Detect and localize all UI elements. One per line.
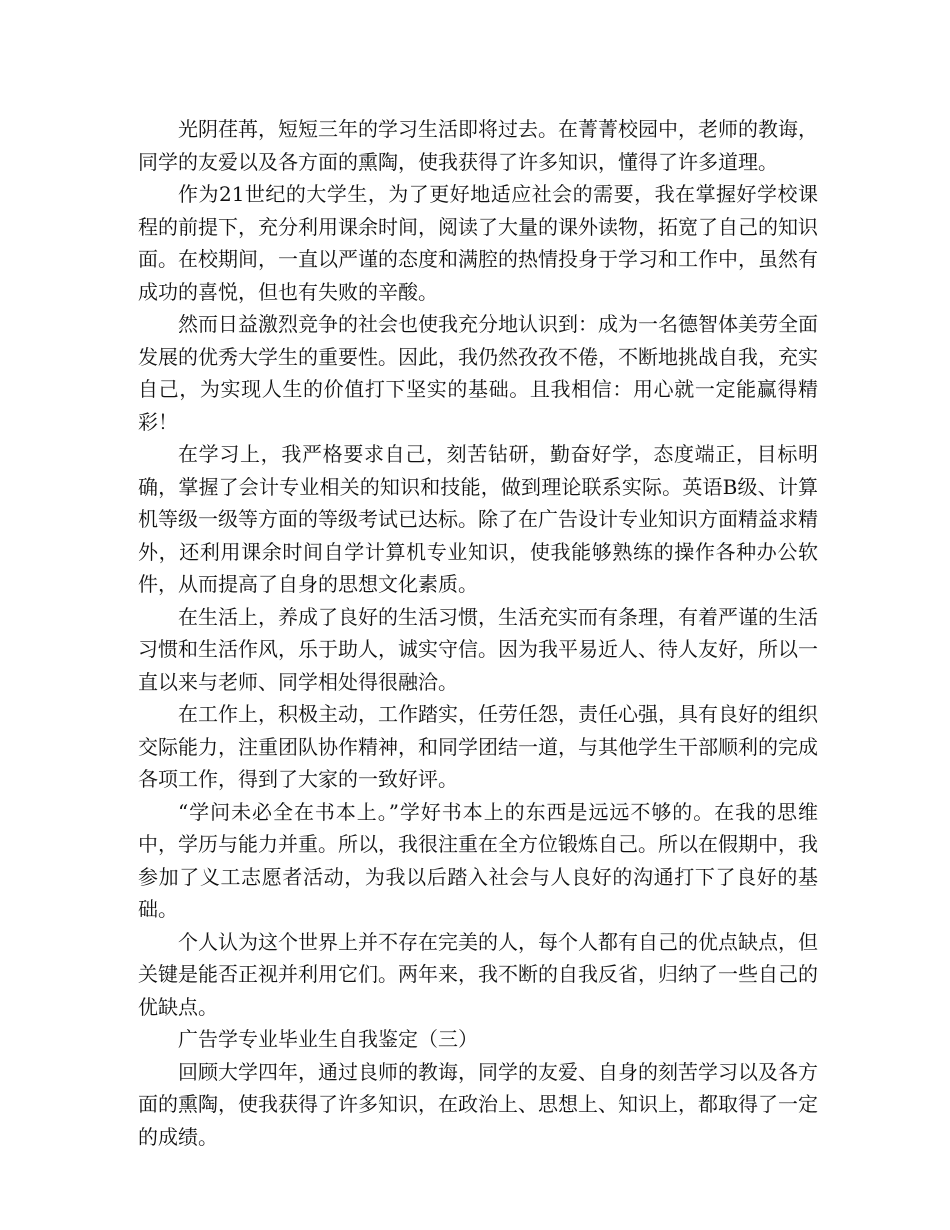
paragraph-6: 在工作上，积极主动，工作踏实，任劳任怨，责任心强，具有良好的组织交际能力，注重团队协作精神，和同学团结一道，与其他学生干部顺利的完成各项工作，得到了大家的一致好评。 <box>138 702 818 791</box>
paragraph-8: 个人认为这个世界上并不存在完美的人，每个人都有自己的优点缺点，但关键是能否正视并利用它们。两年来，我不断的自我反省，归纳了一些自己的优缺点。 <box>138 929 818 1019</box>
paragraph-3: 然而日益激烈竞争的社会也使我充分地认识到：成为一名德智体美劳全面发展的优秀大学生的重要性。因此，我仍然孜孜不倦，不断地挑战自我，充实自己，为实现人生的价值打下坚实的基础。且我相信：用心就一定能赢得精彩！ <box>138 312 818 434</box>
section-heading: 广告学专业毕业生自我鉴定（三） <box>178 1027 478 1051</box>
paragraph-1: 光阴荏苒，短短三年的学习生活即将过去。在菁菁校园中，老师的教诲，同学的友爱以及各方面的熏陶，使我获得了许多知识，懂得了许多道理。 <box>138 117 818 174</box>
paragraph-4: 在学习上，我严格要求自己，刻苦钻研，勤奋好学，态度端正，目标明确，掌握了会计专业相关的知识和技能，做到理论联系实际。英语B级、计算机等级一级等方面的等级考试已达标。除了在广告设计专业知识方面精益求精外，还利用课余时间自学计算机专业知识，使我能够熟练的操作各种办公软件，从而提高了自身的思想文化素质。 <box>138 442 818 596</box>
paragraph-5: 在生活上，养成了良好的生活习惯，生活充实而有条理，有着严谨的生活习惯和生活作风，乐于助人，诚实守信。因为我平易近人、待人友好，所以一直以来与老师、同学相处得很融洽。 <box>138 604 818 694</box>
paragraph-7: “学问未必全在书本上。”学好书本上的东西是远远不够的。在我的思维中，学历与能力并重。所以，我很注重在全方位锻炼自己。所以在假期中，我参加了义工志愿者活动，为我以后踏入社会与人良好的沟通打下了良好的基础。 <box>138 799 818 921</box>
paragraph-2: 作为21世纪的大学生，为了更好地适应社会的需要，我在掌握好学校课程的前提下，充分利用课余时间，阅读了大量的课外读物，拓宽了自己的知识面。在校期间，一直以严谨的态度和满腔的热情投身于学习和工作中，虽然有成功的喜悦，但也有失败的辛酸。 <box>138 182 818 304</box>
document-body <box>138 113 818 1153</box>
paragraph-9: 回顾大学四年，通过良师的教诲，同学的友爱、自身的刻苦学习以及各方面的熏陶，使我获得了许多知识，在政治上、思想上、知识上，都取得了一定的成绩。 <box>138 1059 818 1149</box>
